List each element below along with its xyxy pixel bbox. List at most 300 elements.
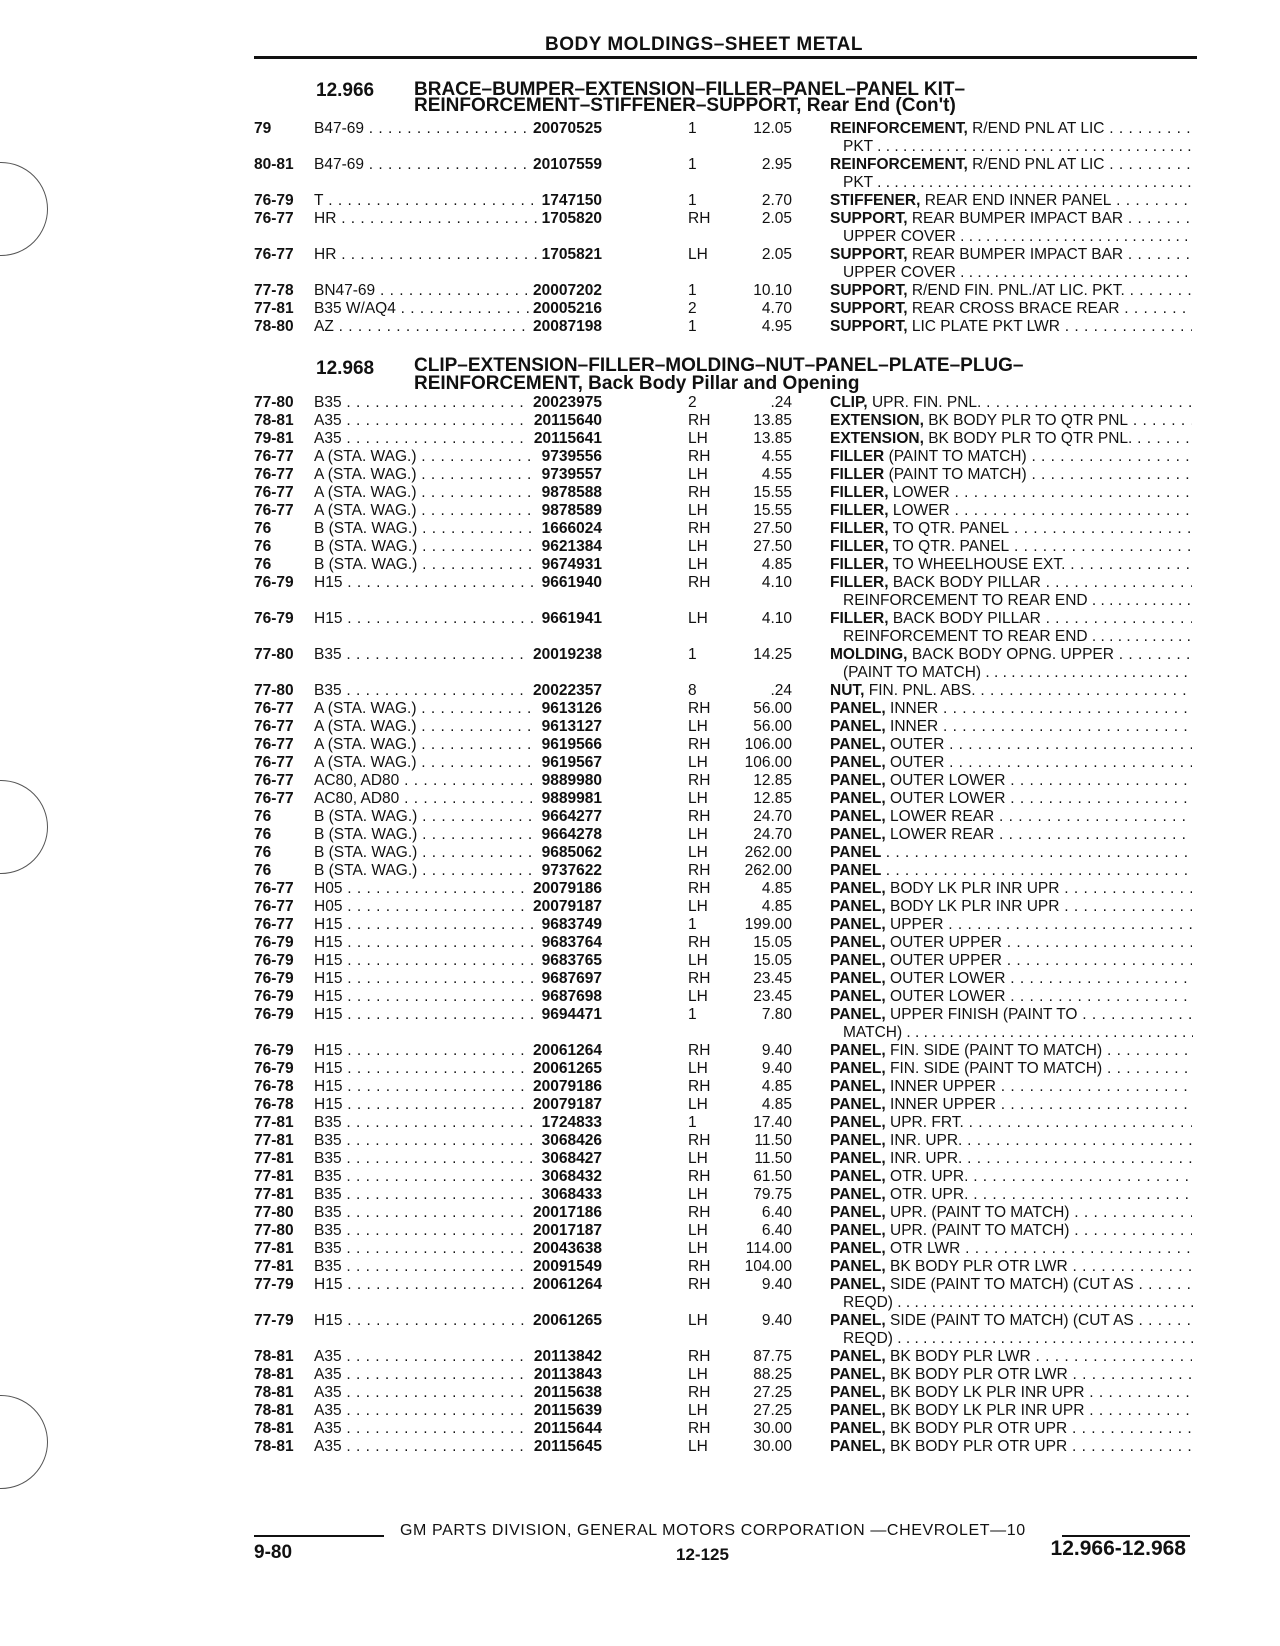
part-number: 20113843	[530, 1366, 602, 1384]
part-term: PANEL,	[830, 1150, 886, 1167]
part-description	[830, 484, 1192, 502]
part-description	[830, 1096, 1192, 1114]
part-detail: BK BODY PLR OTR UPR	[890, 1438, 1068, 1455]
quantity: LH	[688, 718, 708, 735]
part-row	[254, 952, 1194, 970]
quantity: 1	[688, 318, 697, 335]
price: 79.75	[753, 1186, 792, 1203]
part-term: SUPPORT,	[830, 300, 908, 317]
part-term: PANEL,	[830, 1222, 886, 1239]
part-term: FILLER	[830, 448, 885, 465]
series-code: HR . . .	[314, 246, 594, 264]
section-title-line2: REINFORCEMENT, Back Body Pillar and Opening	[414, 373, 860, 394]
part-description	[830, 1258, 1192, 1276]
part-row	[254, 1114, 1194, 1132]
part-description	[830, 1384, 1192, 1402]
part-number: 9687697	[538, 970, 602, 988]
model-years: 77-78	[254, 282, 294, 299]
series-code: H15 . . .	[314, 952, 594, 970]
part-row	[254, 210, 1194, 228]
part-number: 20043638	[529, 1240, 602, 1258]
part-detail: OUTER UPPER	[890, 952, 1002, 969]
price: .24	[770, 682, 792, 699]
quantity: LH	[688, 898, 708, 915]
part-detail: BACK BODY OPNG. UPPER	[911, 646, 1114, 663]
part-description	[830, 1276, 1192, 1294]
part-detail: TO WHEELHOUSE EXT.	[892, 556, 1066, 573]
part-detail: OUTER UPPER	[890, 934, 1002, 951]
part-detail: LOWER REAR	[890, 826, 995, 843]
part-row	[254, 1132, 1194, 1150]
model-years: 79-81	[254, 430, 294, 447]
quantity: 1	[688, 916, 697, 933]
quantity: LH	[688, 1438, 708, 1455]
part-description	[830, 934, 1192, 952]
series-code: H15 . . .	[314, 1312, 594, 1330]
part-detail: R/END FIN. PNL./AT LIC. PKT.	[911, 282, 1125, 299]
quantity: LH	[688, 556, 708, 573]
part-number: 9661941	[538, 610, 602, 628]
part-row	[254, 1006, 1194, 1024]
price: 2.05	[761, 210, 792, 227]
part-row	[254, 988, 1194, 1006]
part-detail: SIDE (PAINT TO MATCH) (CUT AS	[890, 1312, 1134, 1329]
series-code: B35 . . .	[314, 1240, 594, 1258]
model-years: 77-81	[254, 1150, 294, 1167]
price: 4.10	[761, 610, 792, 627]
part-description	[830, 1240, 1192, 1258]
part-detail: UPR. FIN. PNL.	[871, 394, 982, 411]
part-number: 20023975	[529, 394, 602, 412]
series-code: B (STA. WAG.) . . .	[314, 538, 594, 556]
series-code: B47-69 . . .	[314, 156, 594, 174]
part-term: PANEL,	[830, 1060, 886, 1077]
part-row	[254, 1276, 1194, 1294]
series-code: A (STA. WAG.) . . .	[314, 484, 594, 502]
model-years: 76	[254, 808, 272, 825]
page-title: BODY MOLDINGS–SHEET METAL	[545, 34, 863, 55]
part-number: 20061265	[529, 1312, 602, 1330]
part-description	[830, 1366, 1192, 1384]
model-years: 77-80	[254, 1222, 294, 1239]
series-code: H15 . . .	[314, 1060, 594, 1078]
part-row	[254, 970, 1194, 988]
model-years: 77-81	[254, 1258, 294, 1275]
part-term: PANEL,	[830, 700, 886, 717]
part-number: 9739556	[538, 448, 602, 466]
quantity: LH	[688, 754, 708, 771]
part-term: PANEL,	[830, 1168, 886, 1185]
part-detail: LOWER	[892, 484, 950, 501]
part-term: PANEL,	[830, 1042, 886, 1059]
series-code: H15 . . .	[314, 916, 594, 934]
part-detail: REAR END INNER PANEL	[924, 192, 1112, 209]
price: 6.40	[761, 1222, 792, 1239]
part-description	[830, 1006, 1192, 1024]
series-code: B35 . . .	[314, 646, 594, 664]
part-row	[254, 430, 1194, 448]
part-row	[254, 808, 1194, 826]
price: 15.05	[753, 952, 792, 969]
part-detail: OUTER	[890, 754, 945, 771]
part-number: 20070525	[529, 120, 602, 138]
part-term: PANEL,	[830, 1114, 886, 1131]
part-term: REINFORCEMENT,	[830, 120, 968, 137]
model-years: 78-81	[254, 1420, 294, 1437]
price: 87.75	[753, 1348, 792, 1365]
binder-hole	[0, 780, 48, 874]
quantity: LH	[688, 466, 708, 483]
part-term: PANEL,	[830, 736, 886, 753]
quantity: 1	[688, 1006, 697, 1023]
price: 2.95	[761, 156, 792, 173]
part-number: 20079187	[529, 898, 602, 916]
price: 12.05	[753, 120, 792, 137]
series-code: H15 . . .	[314, 1042, 594, 1060]
part-detail: OUTER LOWER	[890, 988, 1006, 1005]
part-detail: FIN. SIDE (PAINT TO MATCH)	[890, 1042, 1103, 1059]
part-number: 9661940	[538, 574, 602, 592]
model-years: 76-79	[254, 192, 294, 209]
model-years: 76	[254, 826, 272, 843]
model-years: 78-80	[254, 318, 294, 335]
part-term: PANEL,	[830, 898, 886, 915]
part-row	[254, 1096, 1194, 1114]
price: 15.05	[753, 934, 792, 951]
part-row	[254, 394, 1194, 412]
series-code: A35 . . .	[314, 1420, 594, 1438]
part-number: 9683765	[538, 952, 602, 970]
model-years: 76-79	[254, 1042, 294, 1059]
part-description-continued: REQD) . . .	[843, 1330, 1193, 1348]
part-detail: BACK BODY PILLAR	[892, 574, 1041, 591]
quantity: LH	[688, 1096, 708, 1113]
price: 27.50	[753, 538, 792, 555]
model-years: 76-77	[254, 466, 294, 483]
series-code: A35 . . .	[314, 1384, 594, 1402]
part-term: PANEL,	[830, 1420, 886, 1437]
part-detail: OUTER LOWER	[890, 772, 1006, 789]
price: 13.85	[753, 430, 792, 447]
part-description	[830, 1168, 1192, 1186]
price: 24.70	[753, 808, 792, 825]
part-description	[830, 192, 1192, 210]
model-years: 76-77	[254, 502, 294, 519]
quantity: LH	[688, 844, 708, 861]
model-years: 76-79	[254, 970, 294, 987]
part-row	[254, 1366, 1194, 1384]
part-term: PANEL,	[830, 1096, 886, 1113]
series-code: A (STA. WAG.) . . .	[314, 754, 594, 772]
price: 9.40	[761, 1312, 792, 1329]
quantity: RH	[688, 700, 711, 717]
part-number: 9621384	[538, 538, 602, 556]
part-term: PANEL,	[830, 754, 886, 771]
model-years: 76-77	[254, 736, 294, 753]
part-row	[254, 754, 1194, 772]
quantity: LH	[688, 826, 708, 843]
part-detail: UPR. FRT.	[890, 1114, 964, 1131]
part-number: 20079187	[529, 1096, 602, 1114]
part-term: FILLER,	[830, 556, 889, 573]
part-term: EXTENSION,	[830, 430, 924, 447]
price: 61.50	[753, 1168, 792, 1185]
part-number: 9619567	[538, 754, 602, 772]
part-term: PANEL,	[830, 970, 886, 987]
price: 6.40	[761, 1204, 792, 1221]
part-row	[254, 1402, 1194, 1420]
price: 106.00	[744, 754, 792, 771]
series-code: H15 . . .	[314, 1078, 594, 1096]
part-detail: LOWER	[892, 502, 950, 519]
series-code: B35 . . .	[314, 1258, 594, 1276]
part-detail: BK BODY PLR TO QTR PNL	[928, 412, 1129, 429]
model-years: 76-77	[254, 880, 294, 897]
part-number: 9878588	[538, 484, 602, 502]
part-row	[254, 844, 1194, 862]
part-number: 20107559	[529, 156, 602, 174]
part-row	[254, 880, 1194, 898]
part-detail: BACK BODY PILLAR	[892, 610, 1041, 627]
part-description	[830, 120, 1192, 138]
part-number: 9737622	[538, 862, 602, 880]
part-term: PANEL,	[830, 772, 886, 789]
part-number: 20005216	[529, 300, 602, 318]
part-number: 9664277	[538, 808, 602, 826]
part-row	[254, 300, 1194, 318]
part-term: PANEL,	[830, 826, 886, 843]
price: 30.00	[753, 1420, 792, 1437]
part-number: 20061264	[529, 1042, 602, 1060]
part-term: FILLER,	[830, 502, 889, 519]
footer-page-number: 12-125	[676, 1545, 729, 1564]
part-number: 20091549	[529, 1258, 602, 1276]
part-row	[254, 718, 1194, 736]
part-number: 9889981	[538, 790, 602, 808]
part-term: PANEL	[830, 844, 882, 861]
part-description	[830, 1114, 1192, 1132]
part-description	[830, 916, 1192, 934]
part-description	[830, 210, 1192, 228]
part-number: 20017187	[529, 1222, 602, 1240]
part-description	[830, 538, 1192, 556]
part-detail: LIC PLATE PKT LWR	[911, 318, 1060, 335]
part-term: FILLER,	[830, 520, 889, 537]
model-years: 76-77	[254, 700, 294, 717]
part-detail: INNER UPPER	[890, 1078, 996, 1095]
part-number: 9683749	[538, 916, 602, 934]
part-row	[254, 1420, 1194, 1438]
part-detail: BK BODY PLR OTR LWR	[890, 1258, 1068, 1275]
quantity: 1	[688, 192, 697, 209]
section-number: 12.966	[316, 80, 375, 101]
part-row	[254, 826, 1194, 844]
series-code: B35 W/AQ4 . . .	[314, 300, 594, 318]
part-term: SUPPORT,	[830, 246, 908, 263]
series-code: A (STA. WAG.) . . .	[314, 448, 594, 466]
model-years: 76	[254, 520, 272, 537]
price: 4.95	[761, 318, 792, 335]
model-years: 76-77	[254, 718, 294, 735]
part-number: 20022357	[529, 682, 602, 700]
part-detail: FIN. PNL. ABS.	[868, 682, 976, 699]
part-term: PANEL	[830, 862, 882, 879]
part-row	[254, 736, 1194, 754]
model-years: 76-79	[254, 1006, 294, 1023]
part-description	[830, 952, 1192, 970]
part-description	[830, 520, 1192, 538]
part-number: 20115639	[530, 1402, 602, 1420]
price: 7.80	[761, 1006, 792, 1023]
part-description	[830, 246, 1192, 264]
quantity: RH	[688, 862, 711, 879]
part-number: 3068433	[538, 1186, 602, 1204]
series-code: T . . .	[314, 192, 594, 210]
part-detail: OUTER LOWER	[890, 970, 1006, 987]
part-description	[830, 646, 1192, 664]
part-number: 20115640	[530, 412, 602, 430]
part-detail: BK BODY LK PLR INR UPR	[890, 1402, 1085, 1419]
series-code: B47-69 . . .	[314, 120, 594, 138]
part-number: 9694471	[538, 1006, 602, 1024]
series-code: A35 . . .	[314, 430, 594, 448]
price: 15.55	[753, 484, 792, 501]
model-years: 77-79	[254, 1312, 294, 1329]
part-term: PANEL,	[830, 916, 886, 933]
model-years: 78-81	[254, 1348, 294, 1365]
part-number: 9739557	[538, 466, 602, 484]
price: 23.45	[753, 988, 792, 1005]
quantity: RH	[688, 1420, 711, 1437]
series-code: B35 . . .	[314, 1150, 594, 1168]
quantity: RH	[688, 1168, 711, 1185]
series-code: B35 . . .	[314, 1222, 594, 1240]
part-number: 9878589	[538, 502, 602, 520]
part-term: PANEL,	[830, 1204, 886, 1221]
model-years: 76	[254, 844, 272, 861]
part-number: 1666024	[538, 520, 602, 538]
part-description	[830, 430, 1192, 448]
part-description	[830, 1060, 1192, 1078]
model-years: 76-77	[254, 210, 294, 227]
part-description	[830, 970, 1192, 988]
series-code: A (STA. WAG.) . . .	[314, 700, 594, 718]
part-term: PANEL,	[830, 1006, 886, 1023]
part-description	[830, 772, 1192, 790]
model-years: 79	[254, 120, 272, 137]
part-term: PANEL,	[830, 1366, 886, 1383]
series-code: B35 . . .	[314, 1114, 594, 1132]
part-description-continued: REINFORCEMENT TO REAR END . . .	[843, 592, 1193, 610]
price: 4.85	[761, 1096, 792, 1113]
model-years: 76-79	[254, 610, 294, 627]
part-row	[254, 156, 1194, 174]
price: 262.00	[744, 862, 792, 879]
price: 10.10	[753, 282, 792, 299]
series-code: H15 . . .	[314, 970, 594, 988]
part-term: PANEL,	[830, 718, 886, 735]
part-detail: UPPER	[890, 916, 944, 933]
series-code: A35 . . .	[314, 1438, 594, 1456]
price: 262.00	[744, 844, 792, 861]
part-term: PANEL,	[830, 988, 886, 1005]
part-detail: BODY LK PLR INR UPR	[890, 880, 1060, 897]
section-number: 12.968	[316, 358, 375, 379]
price: 30.00	[753, 1438, 792, 1455]
price: .24	[770, 394, 792, 411]
quantity: RH	[688, 736, 711, 753]
model-years: 78-81	[254, 1438, 294, 1455]
part-detail: OUTER	[890, 736, 945, 753]
part-term: PANEL,	[830, 1132, 886, 1149]
part-row	[254, 916, 1194, 934]
price: 4.85	[761, 898, 792, 915]
part-number: 20007202	[529, 282, 602, 300]
part-description	[830, 610, 1192, 628]
part-term: PANEL,	[830, 1276, 886, 1293]
model-years: 76-77	[254, 246, 294, 263]
quantity: LH	[688, 1366, 708, 1383]
part-number: 1747150	[538, 192, 602, 210]
part-row	[254, 502, 1194, 520]
part-description	[830, 754, 1192, 772]
part-term: PANEL,	[830, 790, 886, 807]
part-term: EXTENSION,	[830, 412, 924, 429]
part-detail: INR. UPR.	[890, 1150, 963, 1167]
part-number: 20087198	[529, 318, 602, 336]
footer-group-range: 12.966-12.968	[1050, 1537, 1186, 1560]
quantity: RH	[688, 520, 711, 537]
price: 4.85	[761, 556, 792, 573]
part-description	[830, 1402, 1192, 1420]
model-years: 76	[254, 556, 272, 573]
price: 4.10	[761, 574, 792, 591]
part-row	[254, 574, 1194, 592]
part-row	[254, 556, 1194, 574]
part-number: 20061264	[529, 1276, 602, 1294]
part-detail: R/END PNL AT LIC	[972, 156, 1105, 173]
quantity: LH	[688, 430, 708, 447]
part-term: FILLER,	[830, 538, 889, 555]
quantity: RH	[688, 210, 711, 227]
series-code: HR . . .	[314, 210, 594, 228]
series-code: B (STA. WAG.) . . .	[314, 844, 594, 862]
part-detail: OTR LWR	[890, 1240, 961, 1257]
part-description	[830, 808, 1192, 826]
footer-date: 9-80	[254, 1542, 293, 1563]
part-row	[254, 1042, 1194, 1060]
price: 23.45	[753, 970, 792, 987]
quantity: RH	[688, 1384, 711, 1401]
part-row	[254, 1078, 1194, 1096]
part-detail: INNER UPPER	[890, 1096, 996, 1113]
title-rule	[254, 56, 1197, 59]
part-number: 3068426	[538, 1132, 602, 1150]
part-term: SUPPORT,	[830, 210, 908, 227]
part-description	[830, 502, 1192, 520]
series-code: H05 . . .	[314, 898, 594, 916]
series-code: H15 . . .	[314, 1096, 594, 1114]
part-term: FILLER,	[830, 574, 889, 591]
part-number: 3068427	[538, 1150, 602, 1168]
price: 9.40	[761, 1060, 792, 1077]
model-years: 78-81	[254, 1384, 294, 1401]
series-code: A35 . . .	[314, 1366, 594, 1384]
part-number: 20113842	[530, 1348, 602, 1366]
part-term: PANEL,	[830, 1078, 886, 1095]
part-row	[254, 1312, 1194, 1330]
part-row	[254, 1150, 1194, 1168]
